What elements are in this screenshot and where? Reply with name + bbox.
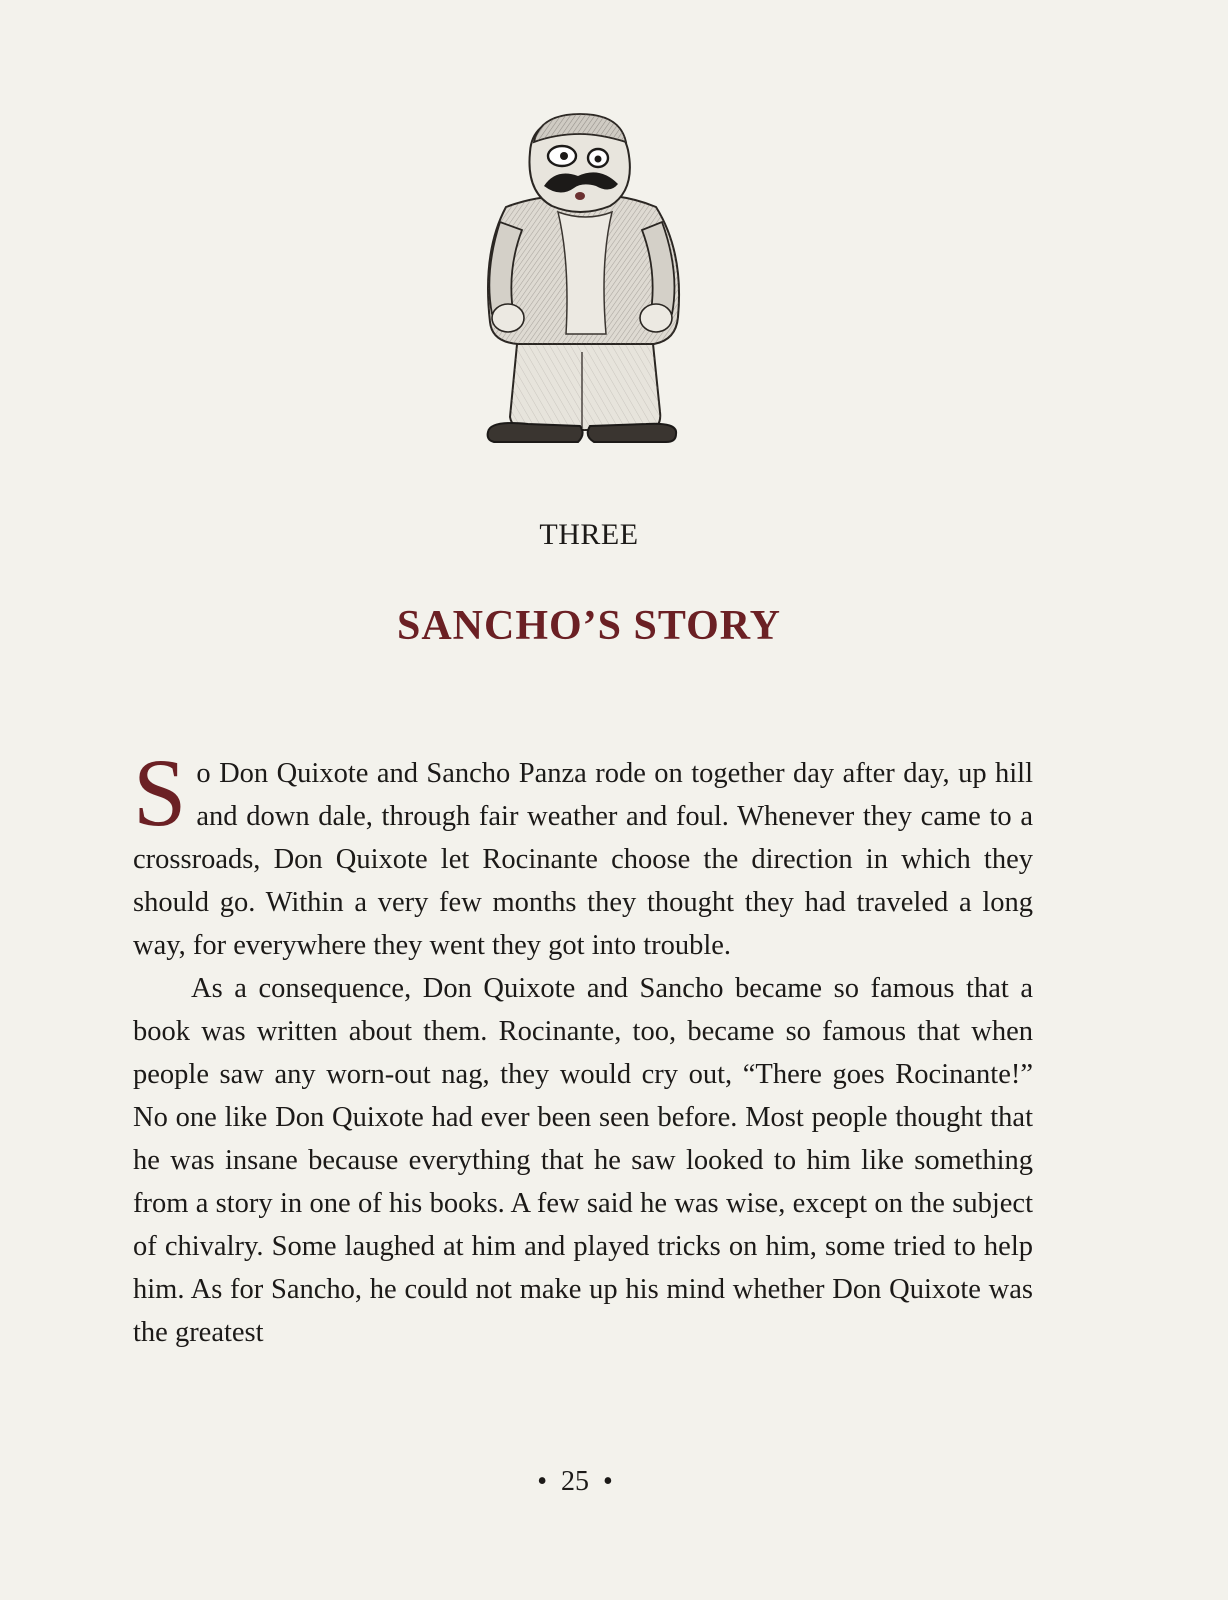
drop-cap: S <box>133 739 187 846</box>
page-number-dot-right: • <box>603 1466 613 1497</box>
page-number <box>0 1466 1150 1498</box>
chapter-title: SANCHO’S STORY <box>396 603 781 649</box>
chapter-body <box>133 739 1033 1354</box>
paragraph-2: As a consequence, Don Quixote and Sancho became so famous that a book was written about them. Rocinante, too, became so famous that when people saw any worn-out nag, they would cry out, “There goes Rocinante!” No one like Don Quixote had ever been seen before. Most people thought that he was insane because everything that he saw looked to him like something from a story in one of his books. A few said he was wise, except on the subject of chivalry. Some laughed at him and played tricks on him, some tried to help him. As for Sancho, he could not make up his mind whether Don Quixote was the greatest <box>133 973 1033 1348</box>
chapter-number: THREE <box>539 518 639 551</box>
paragraph-1-text: o Don Quixote and Sancho Panza rode on together day after day, up hill and down dale, through fair weather and foul. Whenever they came to a crossroads, Don Quixote let Rocinante choose the direction in which they should go. Within a very few months they thought they had traveled a long way, for everywhere they went they got into trouble. <box>133 758 1033 961</box>
paragraph-1 <box>133 739 1033 967</box>
page-number-value: 25 <box>561 1466 589 1497</box>
sancho-figure-illustration <box>470 112 700 462</box>
page-number-dot-left: • <box>537 1466 547 1497</box>
